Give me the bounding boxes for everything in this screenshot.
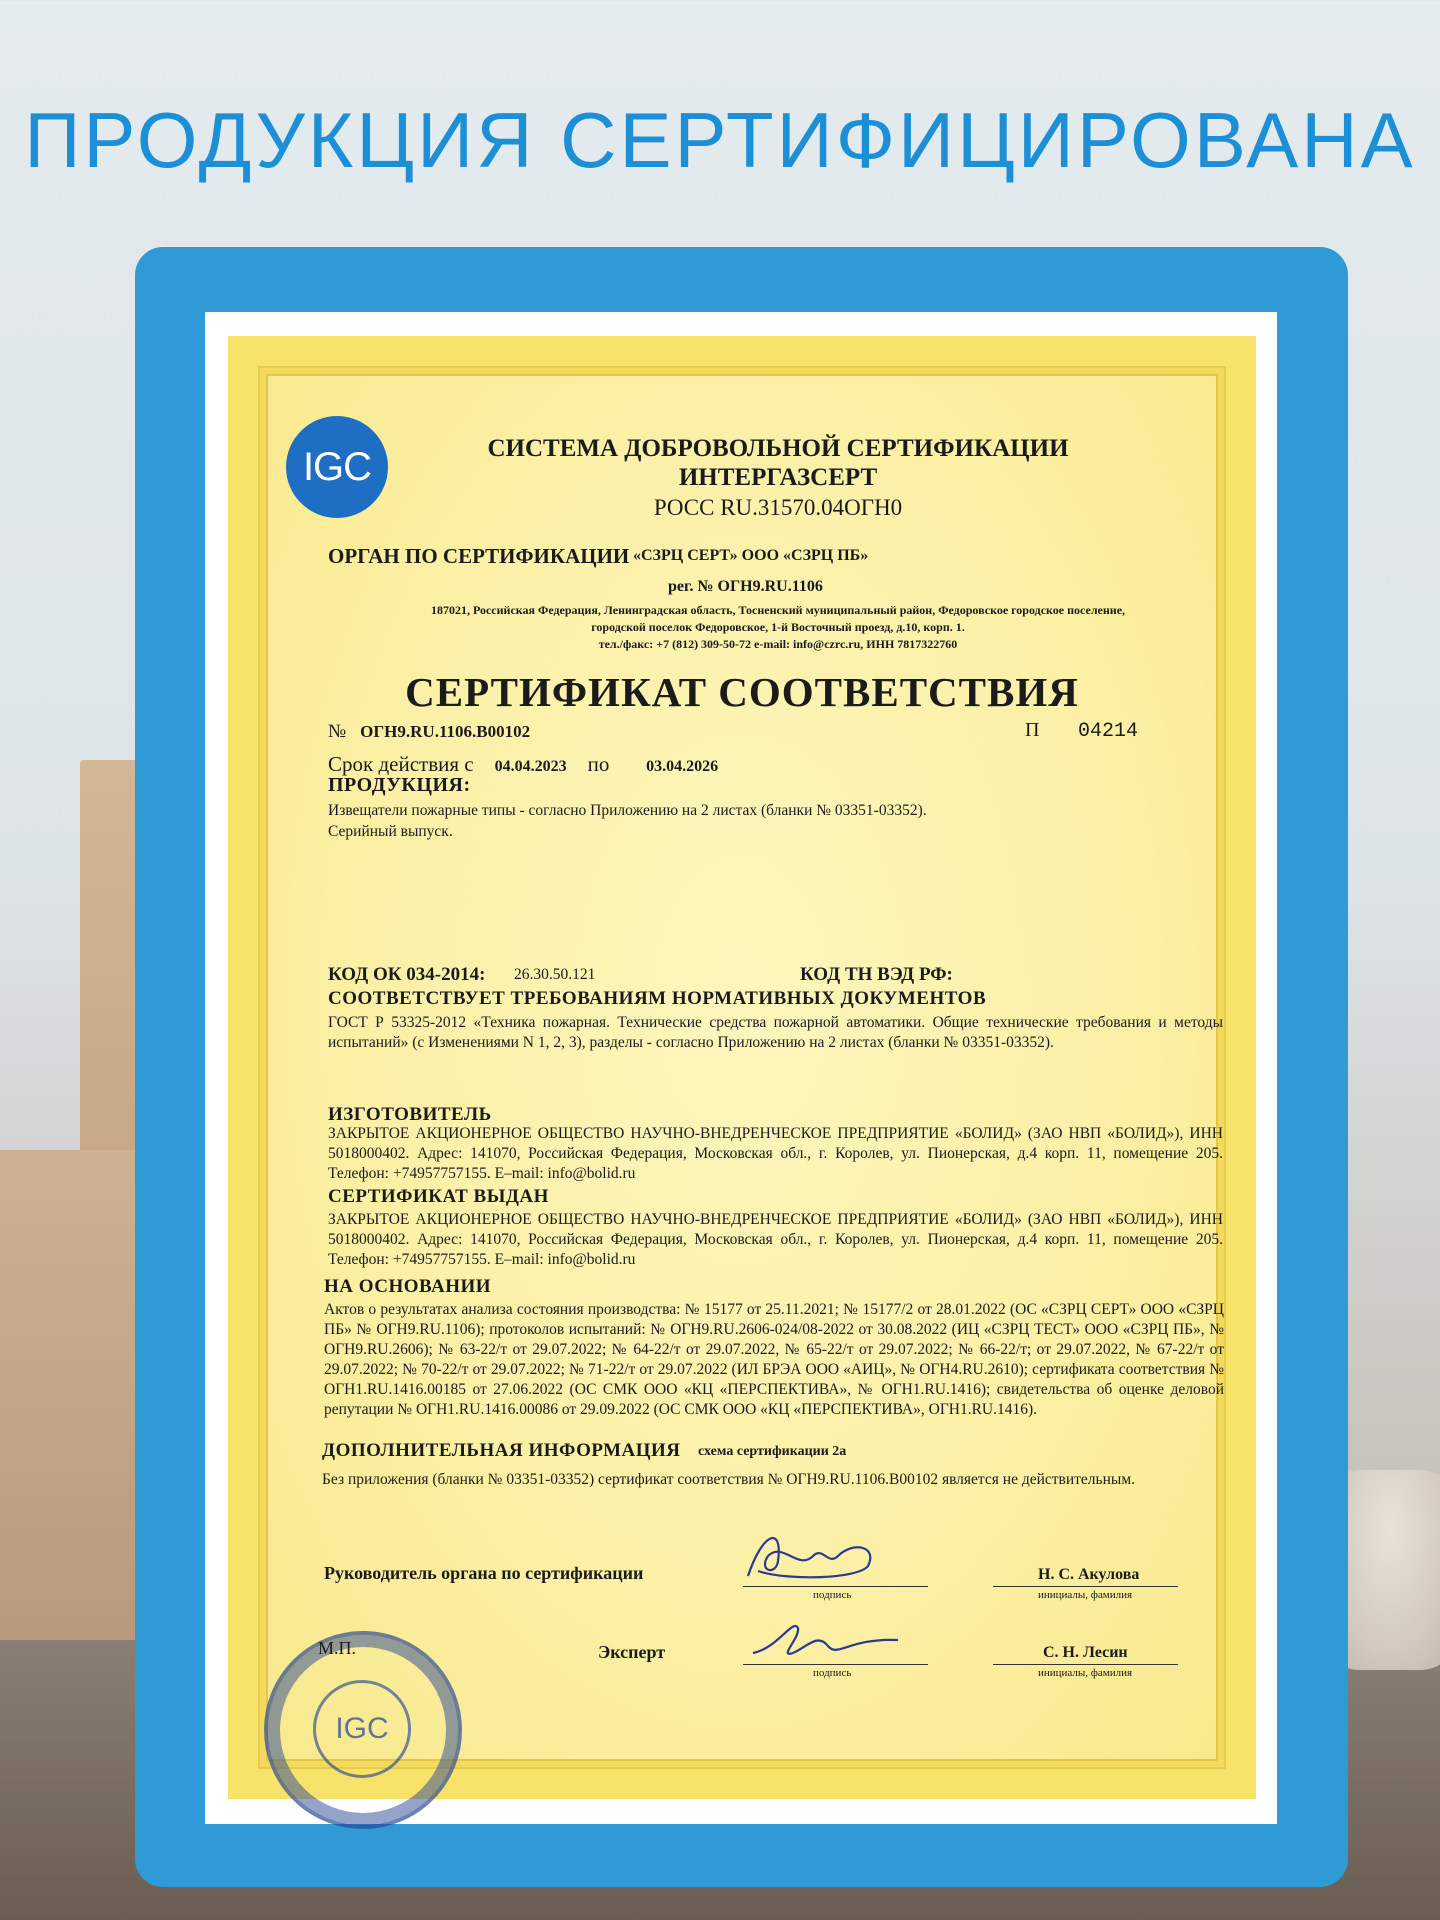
system-title-line: ИНТЕРГАЗСЕРТ	[678, 464, 878, 491]
organ-address	[338, 602, 1218, 653]
extra-info-text: Без приложения (бланки № 03351-03352) сертификат соответствия № ОГН9.RU.1106.В00102 является не действительным.	[322, 1471, 1136, 1488]
name-caption: инициалы, фамилия	[1038, 1589, 1133, 1601]
igc-logo-icon: IGC	[286, 416, 388, 518]
number-value: ОГН9.RU.1106.В00102	[360, 722, 531, 741]
certificate-body	[266, 374, 1224, 1761]
name-caption: инициалы, фамилия	[1038, 1667, 1133, 1679]
system-code: РОСС RU.31570.04ОГН0	[653, 495, 903, 520]
signature-line	[743, 1664, 928, 1665]
basis-heading: НА ОСНОВАНИИ	[324, 1276, 492, 1297]
system-title-line: СИСТЕМА ДОБРОВОЛЬНОЙ СЕРТИФИКАЦИИ	[487, 435, 1069, 462]
signature-line	[743, 1586, 928, 1587]
valid-to: 03.04.2026	[646, 758, 719, 775]
head-name: Н. С. Акулова	[1038, 1566, 1140, 1583]
conformity-text: ГОСТ Р 53325-2012 «Техника пожарная. Технические средства пожарной автоматики. Общие технические требования и методы испытаний» (с Изменениями N 1, 2, 3), разделы - согласно Приложению на 2 листах (бланки № 03351-03352).	[328, 1014, 1223, 1051]
extra-info-heading: ДОПОЛНИТЕЛЬНАЯ ИНФОРМАЦИЯ	[322, 1440, 681, 1461]
address-line: 187021, Российская Федерация, Ленинградская область, Тосненский муниципальный район, Федоровское городское поселение,	[430, 603, 1126, 617]
validity-to-label: по	[587, 752, 610, 776]
product-text: Серийный выпуск.	[328, 823, 453, 840]
address-line: тел./факс: +7 (812) 309-50-72 e-mail: info@czrc.ru, ИНН 7817322760	[598, 637, 958, 651]
registration-number: рег. № ОГН9.RU.1106	[668, 578, 823, 595]
name-line	[993, 1664, 1178, 1665]
valid-from: 04.04.2023	[494, 758, 567, 775]
issued-heading: СЕРТИФИКАТ ВЫДАН	[328, 1186, 549, 1207]
head-label: Руководитель органа по сертификации	[324, 1563, 644, 1583]
certificate-title: СЕРТИФИКАТ СООТВЕТСТВИЯ	[405, 669, 1079, 715]
conformity-heading: СООТВЕТСТВУЕТ ТРЕБОВАНИЯМ НОРМАТИВНЫХ ДОКУМЕНТОВ	[328, 988, 987, 1009]
address-line: городской поселок Федоровское, 1-й Восточный проезд, д.10, корп. 1.	[591, 620, 965, 634]
system-title	[398, 434, 1158, 492]
manufacturer-text: ЗАКРЫТОЕ АКЦИОНЕРНОЕ ОБЩЕСТВО НАУЧНО-ВНЕДРЕНЧЕСКОЕ ПРЕДПРИЯТИЕ «БОЛИД» (ЗАО НВП «БОЛИД»), ИНН 5018000402. Адрес: 141070, Российская Федерация, Московская обл., г. Королев, ул. Пионерская, д.4 корп. 11, помещение 205. Телефон: +74957757155. E–mail: info@bolid.ru	[328, 1125, 1223, 1182]
number-label: №	[328, 721, 347, 742]
validity-label: Срок действия с	[328, 752, 474, 776]
seal-place: М.П.	[318, 1638, 357, 1658]
okpd-label: КОД ОК 034-2014:	[328, 964, 486, 985]
form-series: П	[1025, 719, 1040, 741]
signature-caption: подпись	[813, 1667, 852, 1679]
certificate	[228, 336, 1256, 1799]
tnved-label: КОД ТН ВЭД РФ:	[800, 964, 953, 985]
name-line	[993, 1586, 1178, 1587]
basis-text: Актов о результатах анализа состояния производства: № 15177 от 25.11.2021; № 15177/2 от 28.01.2022 (ОС «СЗРЦ СЕРТ» ООО «СЗРЦ ПБ» № ОГН9.RU.1106); протоколов испытаний: № ОГН9.RU.2606-024/08-2022 от 30.08.2022 (ИЦ «СЗРЦ ТЕСТ» ООО «СЗРЦ ПБ», № ОГН9.RU.2606); № 63-22/т от 29.07.2022; № 64-22/т от 29.07.2022, № 65-22/т от 29.07.2022; № 66-22/т; от 29.07.2022, № 67-22/т от 29.07.2022; № 70-22/т от 29.07.2022; № 71-22/т от 29.07.2022 (ИЛ БРЭА ООО «АИЦ», № ОГН4.RU.2610); сертификата соответствия № ОГН1.RU.1416.00185 от 27.06.2022 (ОС СМК ООО «КЦ «ПЕРСПЕКТИВА», № ОГН1.RU.1416); свидетельства об оценке деловой репутации № ОГН1.RU.1416.00086 от 29.09.2022 (ОС СМК ООО «КЦ «ПЕРСПЕКТИВА», ОГН1.RU.1416).	[324, 1301, 1224, 1418]
organ-stamp	[264, 1631, 462, 1829]
form-number: 04214	[1078, 720, 1139, 743]
expert-signature-icon	[738, 1608, 908, 1668]
organ-name: «СЗРЦ СЕРТ» ООО «СЗРЦ ПБ»	[633, 547, 869, 564]
certificate-number	[328, 721, 530, 743]
certification-scheme: схема сертификации 2а	[698, 1444, 847, 1459]
organ-label: ОРГАН ПО СЕРТИФИКАЦИИ	[328, 544, 630, 568]
signature-caption: подпись	[813, 1589, 852, 1601]
product-heading: ПРОДУКЦИЯ:	[328, 774, 471, 796]
manufacturer-heading: ИЗГОТОВИТЕЛЬ	[328, 1104, 492, 1125]
expert-label: Эксперт	[598, 1642, 666, 1662]
stamp-logo-icon: IGC	[313, 1680, 411, 1778]
page-headline: ПРОДУКЦИЯ СЕРТИФИЦИРОВАНА	[24, 96, 1416, 184]
expert-name: С. Н. Лесин	[1043, 1644, 1128, 1661]
issued-text: ЗАКРЫТОЕ АКЦИОНЕРНОЕ ОБЩЕСТВО НАУЧНО-ВНЕДРЕНЧЕСКОЕ ПРЕДПРИЯТИЕ «БОЛИД» (ЗАО НВП «БОЛИД»), ИНН 5018000402. Адрес: 141070, Российская Федерация, Московская обл., г. Королев, ул. Пионерская, д.4 корп. 11, помещение 205. Телефон: +74957757155. E–mail: info@bolid.ru	[328, 1211, 1223, 1268]
okpd-value: 26.30.50.121	[514, 966, 596, 983]
product-text: Извещатели пожарные типы - согласно Приложению на 2 листах (бланки № 03351-03352).	[328, 802, 927, 819]
head-signature-icon	[728, 1521, 898, 1591]
